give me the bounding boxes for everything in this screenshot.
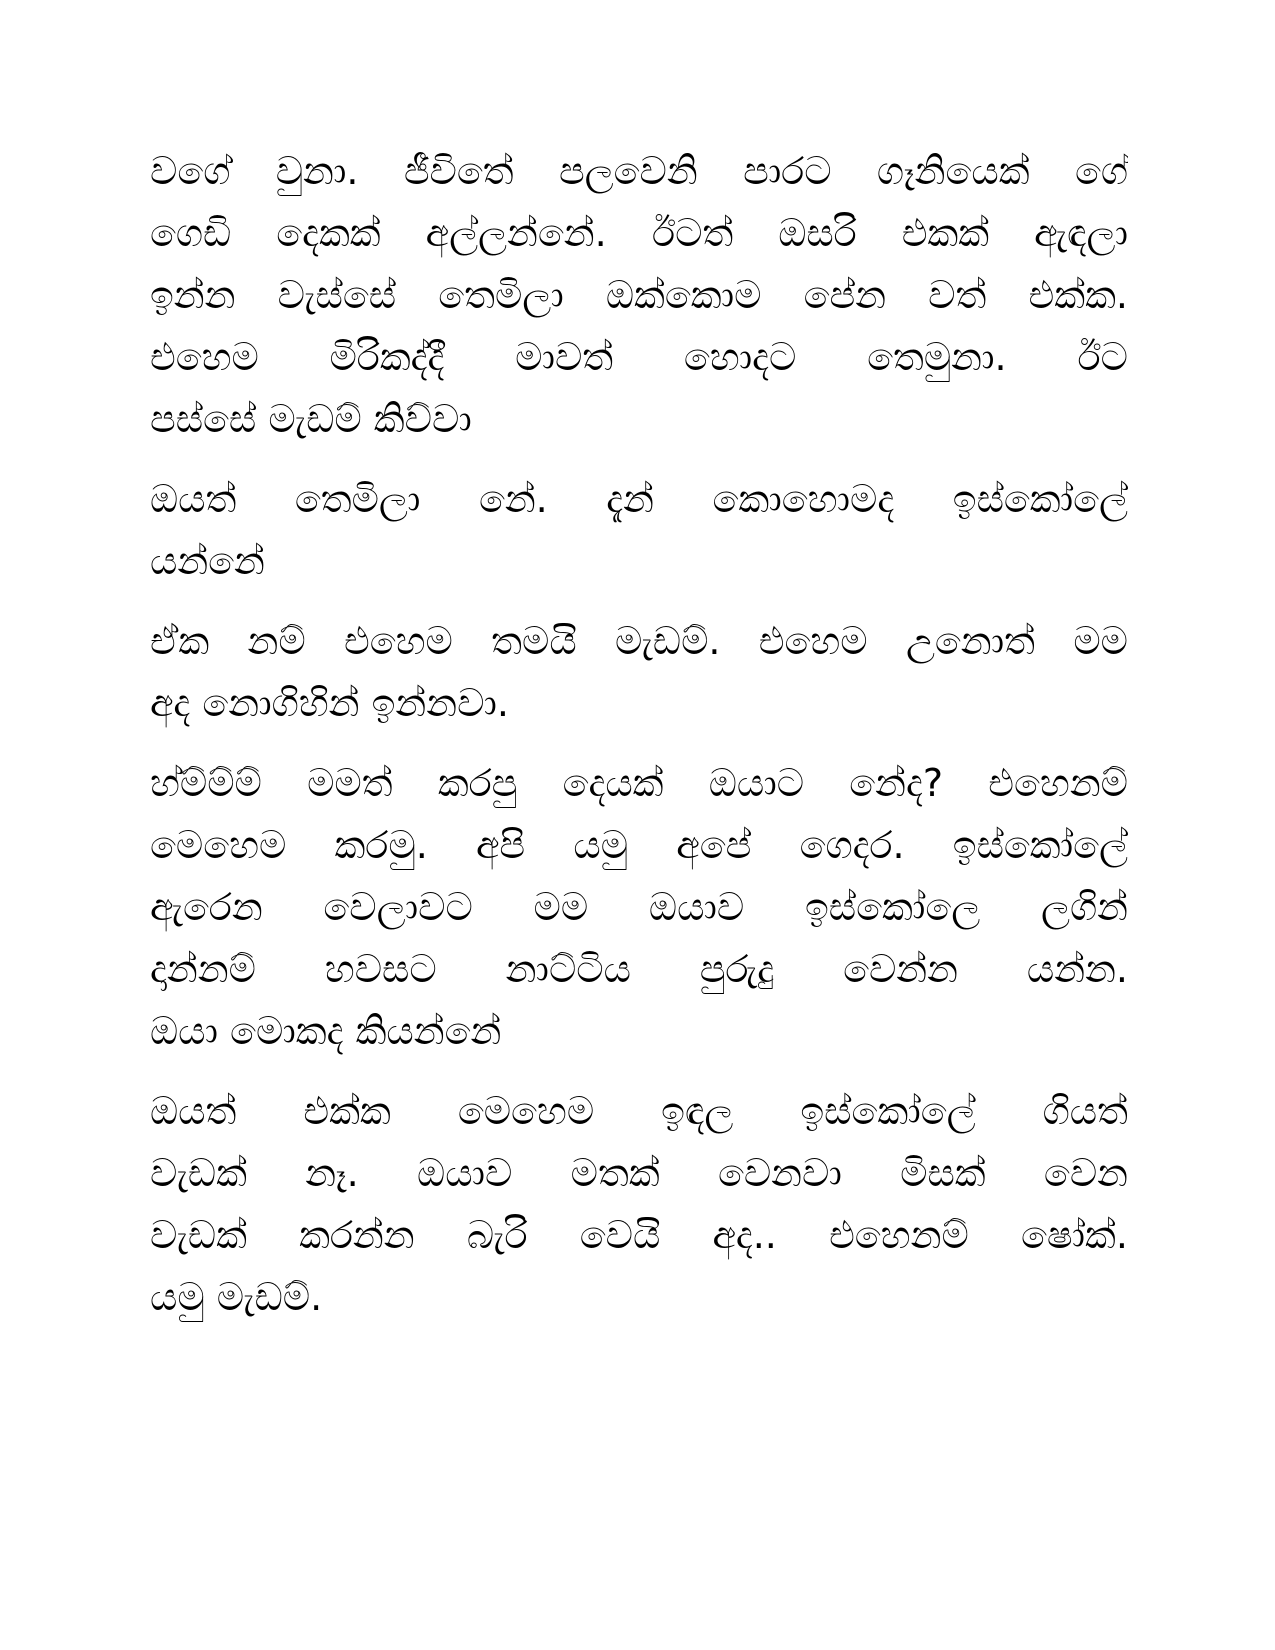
text-line: ගෙඩි දෙකක් අල්ලන්නේ. ඊටත් ඔසරි එකක් ඇඳලා xyxy=(150,211,1128,255)
text-line: යමු මැඩම්. xyxy=(150,1275,323,1319)
paragraph-2 xyxy=(150,468,1128,592)
text-line: මෙහෙම කරමු. අපි යමු අපේ ගෙදර. ඉස්කෝලේ xyxy=(150,823,1128,867)
text-line: ඒක නම් එහෙම තමයි මැඩම්. එහෙම උනොත් මම xyxy=(150,619,1128,663)
paragraph-5 xyxy=(150,1080,1128,1328)
text-line: යන්නේ xyxy=(150,539,265,583)
text-line: වගේ වුනා. ජීවිතේ පලවෙනි පාරට ගෑනියෙක් ගේ xyxy=(150,149,1128,193)
text-line: දාන්නම් හවසට නාට්ටිය පුරුදු වෙන්න යන්න. xyxy=(150,947,1128,991)
text-line: පස්සේ මැඩම් කිව්වා xyxy=(150,397,472,441)
text-line: ඔයත් එක්ක මෙහෙම ඉඳල ඉස්කෝලේ ගියත් xyxy=(150,1089,1128,1133)
text-line: ඉන්න වැස්සේ තෙමිලා ඔක්කොම පේන වත් එක්ක. xyxy=(150,273,1128,317)
text-line: අද නොගිහින් ඉන්නවා. xyxy=(150,681,510,725)
text-line: එහෙම මිරිකද්දී මාවත් හොදට තෙමුනා. ඊට xyxy=(150,335,1128,379)
text-line: හ්ම්ම්ම් මමත් කරපු දෙයක් ඔයාට නේද? එහෙනම් xyxy=(150,761,1128,805)
text-line: ඇරෙන වෙලාවට මම ඔයාව ඉස්කෝලෙ ලගින් xyxy=(150,885,1128,929)
text-line: වැඩක් නෑ. ඔයාව මතක් වෙනවා මිසක් වෙන xyxy=(150,1151,1128,1195)
text-body xyxy=(150,140,1128,1346)
paragraph-3 xyxy=(150,610,1128,734)
text-line: වැඩක් කරන්න බැරි වෙයි අද.. එහෙනම් ෂෝක්. xyxy=(150,1213,1128,1257)
paragraph-4 xyxy=(150,752,1128,1062)
paragraph-1 xyxy=(150,140,1128,450)
text-line: ඔයත් තෙමිලා නේ. දැන් කොහොමද ඉස්කෝලේ xyxy=(150,477,1128,521)
text-line: ඔයා මොකද කියන්නේ xyxy=(150,1009,502,1053)
